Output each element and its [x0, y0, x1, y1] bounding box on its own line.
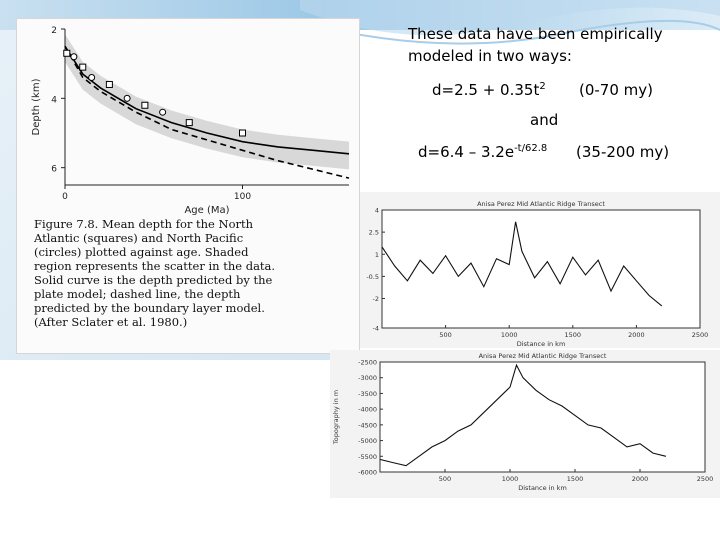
figure-caption	[34, 217, 274, 329]
gravity-y-tick-label: -0.5	[366, 272, 379, 281]
caption-line: (circles) plotted against age. Shaded	[34, 245, 249, 259]
topography-y-tick-label: -6000	[358, 468, 377, 477]
gravity-y-tick-label: 4	[374, 206, 379, 215]
topography-transect-panel	[330, 350, 720, 498]
gravity-x-tick-label: 1000	[500, 331, 518, 339]
gravity-y-tick-label: 2.5	[368, 228, 379, 237]
gravity-x-tick-label: 1500	[564, 331, 582, 339]
y-tick-label: 2	[51, 26, 57, 36]
gravity-transect-panel	[360, 192, 720, 348]
caption-line: predicted by the boundary layer model.	[34, 301, 265, 315]
gravity-y-tick-label: -4	[372, 324, 379, 333]
gravity-x-tick-label: 500	[439, 331, 452, 339]
caption-line: Atlantic (squares) and North Pacific	[34, 231, 244, 245]
topography-x-tick-label: 1500	[566, 475, 584, 483]
gravity-x-tick-label: 2500	[691, 331, 709, 339]
y-axis-label: Depth (km)	[31, 78, 42, 136]
gravity-transect-chart	[360, 192, 720, 348]
atlantic-square-point	[186, 120, 192, 126]
atlantic-square-point	[142, 102, 148, 108]
equation-1	[432, 81, 546, 99]
intro-line-1: These data have been empirically	[408, 25, 663, 43]
topography-y-tick-label: -5500	[358, 452, 377, 461]
and-connector: and	[530, 111, 559, 129]
topography-y-tick-label: -5000	[358, 437, 377, 446]
pacific-circle-point	[71, 54, 77, 60]
topography-x-tick-label: 500	[438, 475, 452, 483]
intro-line-2: modeled in two ways:	[408, 47, 572, 65]
caption-line: plate model; dashed line, the depth	[34, 287, 241, 301]
atlantic-square-point	[64, 50, 70, 56]
equation-2-range: (35-200 my)	[576, 143, 670, 161]
topography-transect-chart	[330, 350, 720, 498]
topography-y-tick-label: -3000	[358, 374, 377, 383]
y-tick-label: 4	[51, 95, 57, 106]
atlantic-square-point	[106, 81, 112, 87]
equation-1-main: d=2.5 + 0.35t	[432, 81, 540, 99]
x-tick-label: 100	[233, 192, 252, 202]
gravity-y-tick-label: -2	[372, 295, 379, 303]
equation-2-main: d=6.4 – 3.2e	[418, 143, 515, 161]
topography-y-tick-label: -4500	[358, 421, 377, 430]
gravity-x-tick-label: 2000	[628, 331, 645, 339]
topography-plot-frame	[380, 362, 705, 472]
x-axis-label: Age (Ma)	[184, 205, 230, 216]
gravity-y-tick-label: 1	[374, 250, 379, 259]
gravity-title: Anisa Perez Mid Atlantic Ridge Transect	[477, 200, 605, 208]
y-tick-label: 6	[51, 164, 57, 175]
topography-y-tick-label: -3500	[358, 389, 377, 398]
caption-line: (After Sclater et al. 1980.)	[34, 315, 188, 329]
caption-line: Figure 7.8. Mean depth for the North	[34, 217, 254, 231]
atlantic-square-point	[80, 64, 86, 70]
topography-x-tick-label: 2000	[631, 475, 649, 483]
topography-y-axis-label: Topography in m	[332, 389, 340, 445]
equation-2-exponent: -t/62.8	[514, 143, 548, 154]
equation-1-exponent: 2	[539, 81, 546, 92]
pacific-circle-point	[124, 95, 130, 101]
caption-line: region represents the scatter in the data.	[34, 259, 276, 273]
caption-line: Solid curve is the depth predicted by the	[34, 273, 273, 287]
topography-y-tick-label: -4000	[358, 405, 377, 414]
atlantic-square-point	[240, 130, 246, 136]
depth-age-chart	[17, 19, 359, 219]
x-tick-label: 0	[62, 192, 68, 202]
topography-x-tick-label: 1000	[501, 475, 519, 483]
pacific-circle-point	[160, 109, 166, 115]
equation-1-range: (0-70 my)	[579, 81, 654, 99]
pacific-circle-point	[89, 75, 95, 81]
equation-2	[418, 143, 547, 161]
topography-title: Anisa Perez Mid Atlantic Ridge Transect	[478, 352, 607, 360]
topography-x-tick-label: 2500	[696, 475, 714, 483]
topography-y-tick-label: -2500	[358, 358, 377, 367]
gravity-x-axis-label: Distance in km	[516, 340, 566, 348]
topography-x-axis-label: Distance in km	[518, 484, 567, 492]
